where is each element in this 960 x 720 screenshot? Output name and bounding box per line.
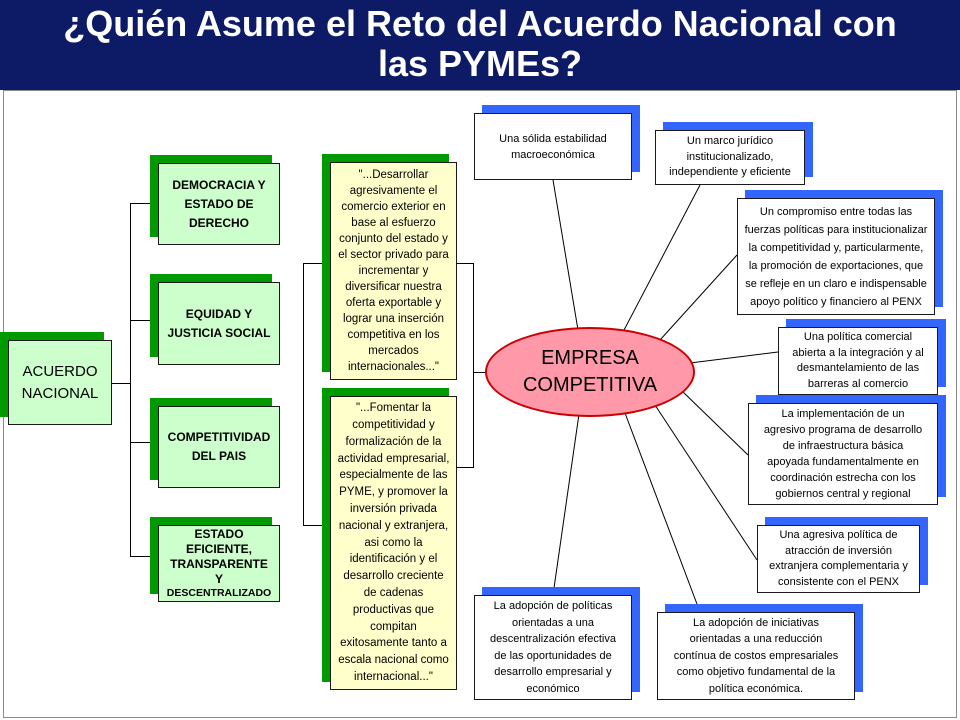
condition-text: Un marco jurídico institucionalizado, independiente y eficiente <box>669 135 791 179</box>
center-label: EMPRESA COMPETITIVA <box>522 347 658 396</box>
spoke-2 <box>623 185 700 332</box>
condition-text: La adopción de políticas orientadas a una descentralización efectiva de las oportunidades de desarrollo empresarial y económico <box>490 600 616 695</box>
condition-text: La implementación de un agresivo programa de desarrollo de infraestructura básica apoyada fundamentalmente en coordinación estrecha con los gobiernos central y regional <box>763 408 923 500</box>
spoke-5 <box>682 391 748 455</box>
pillar-box-competitividad <box>158 406 280 488</box>
spoke-1 <box>553 180 578 330</box>
slide-title: ¿Quién Asume el Reto del Acuerdo Nacional con las PYMEs? <box>63 3 897 84</box>
condition-text: Un compromiso entre todas las fuerzas políticas para institucionalizar la competitividad y, particularmente, la promoción de exportaciones, que se refleje en un claro e indispensable apoyo político y financiero al PENX <box>744 205 928 308</box>
pillar-label: DEMOCRACIA Y ESTADO DE DERECHO <box>172 177 266 230</box>
spoke-4 <box>690 352 778 363</box>
condition-box-compromiso <box>737 198 935 315</box>
condition-box-estabilidad <box>474 113 632 180</box>
pillar-label: EQUIDAD Y JUSTICIA SOCIAL <box>167 306 271 340</box>
spoke-7 <box>625 413 700 612</box>
condition-box-politica-comercial <box>778 327 938 395</box>
pillar-box-estado-eficiente <box>158 525 280 602</box>
condition-box-inversion <box>757 525 920 593</box>
pillar-box-equidad <box>158 282 280 365</box>
condition-box-infraestructura <box>748 403 938 505</box>
spoke-6 <box>655 405 757 560</box>
condition-text: La adopción de iniciativas orientadas a una reducción contínua de costos empresariales como objetivo fundamental de la política económica. <box>673 616 839 695</box>
pillar-label-small: DESCENTRALIZADO <box>166 587 272 599</box>
spoke-3 <box>660 255 737 340</box>
quote-text: "...Fomentar la competitividad y formalización de la actividad empresarial, especialmente de las PYME, y promover la inversión privada nacional y extranjera, asi como la identificación y el desarrollo creciente de cadenas productivas que compitan exitosamente tanto a escala nacional como internacional..." <box>337 402 450 683</box>
root-label: ACUERDO NACIONAL <box>21 362 99 402</box>
pillar-label: ESTADO EFICIENTE, TRANSPARENTE Y <box>170 527 268 586</box>
condition-box-marco-juridico <box>655 130 805 185</box>
pillar-box-democracia <box>158 163 280 245</box>
condition-box-costos <box>657 612 855 700</box>
pillar-label: COMPETITIVIDAD DEL PAIS <box>167 430 271 463</box>
condition-text: Una sólida estabilidad macroeconómica <box>499 132 607 161</box>
quote-text: "...Desarrollar agresivamente el comercio exterior en base al esfuerzo conjunto del estado y el sector privado para incrementar y diversificar nuestra oferta exportable y lograr una inserción competitiva en los mercados internacionales..." <box>338 169 449 373</box>
root-box-acuerdo-nacional <box>8 340 112 425</box>
quote-box-competitividad-pyme <box>330 396 457 690</box>
spoke-8 <box>553 414 579 595</box>
condition-text: Una política comercial abierta a la integración y al desmantelamiento de las barreras al comercio <box>792 331 924 390</box>
quote-box-comercio-exterior <box>330 162 457 380</box>
condition-box-descentralizacion <box>474 595 632 700</box>
condition-text: Una agresiva política de atracción de inversión extranjera complementaria y consistente con el PENX <box>769 529 908 588</box>
center-ellipse-empresa-competitiva <box>485 327 695 417</box>
